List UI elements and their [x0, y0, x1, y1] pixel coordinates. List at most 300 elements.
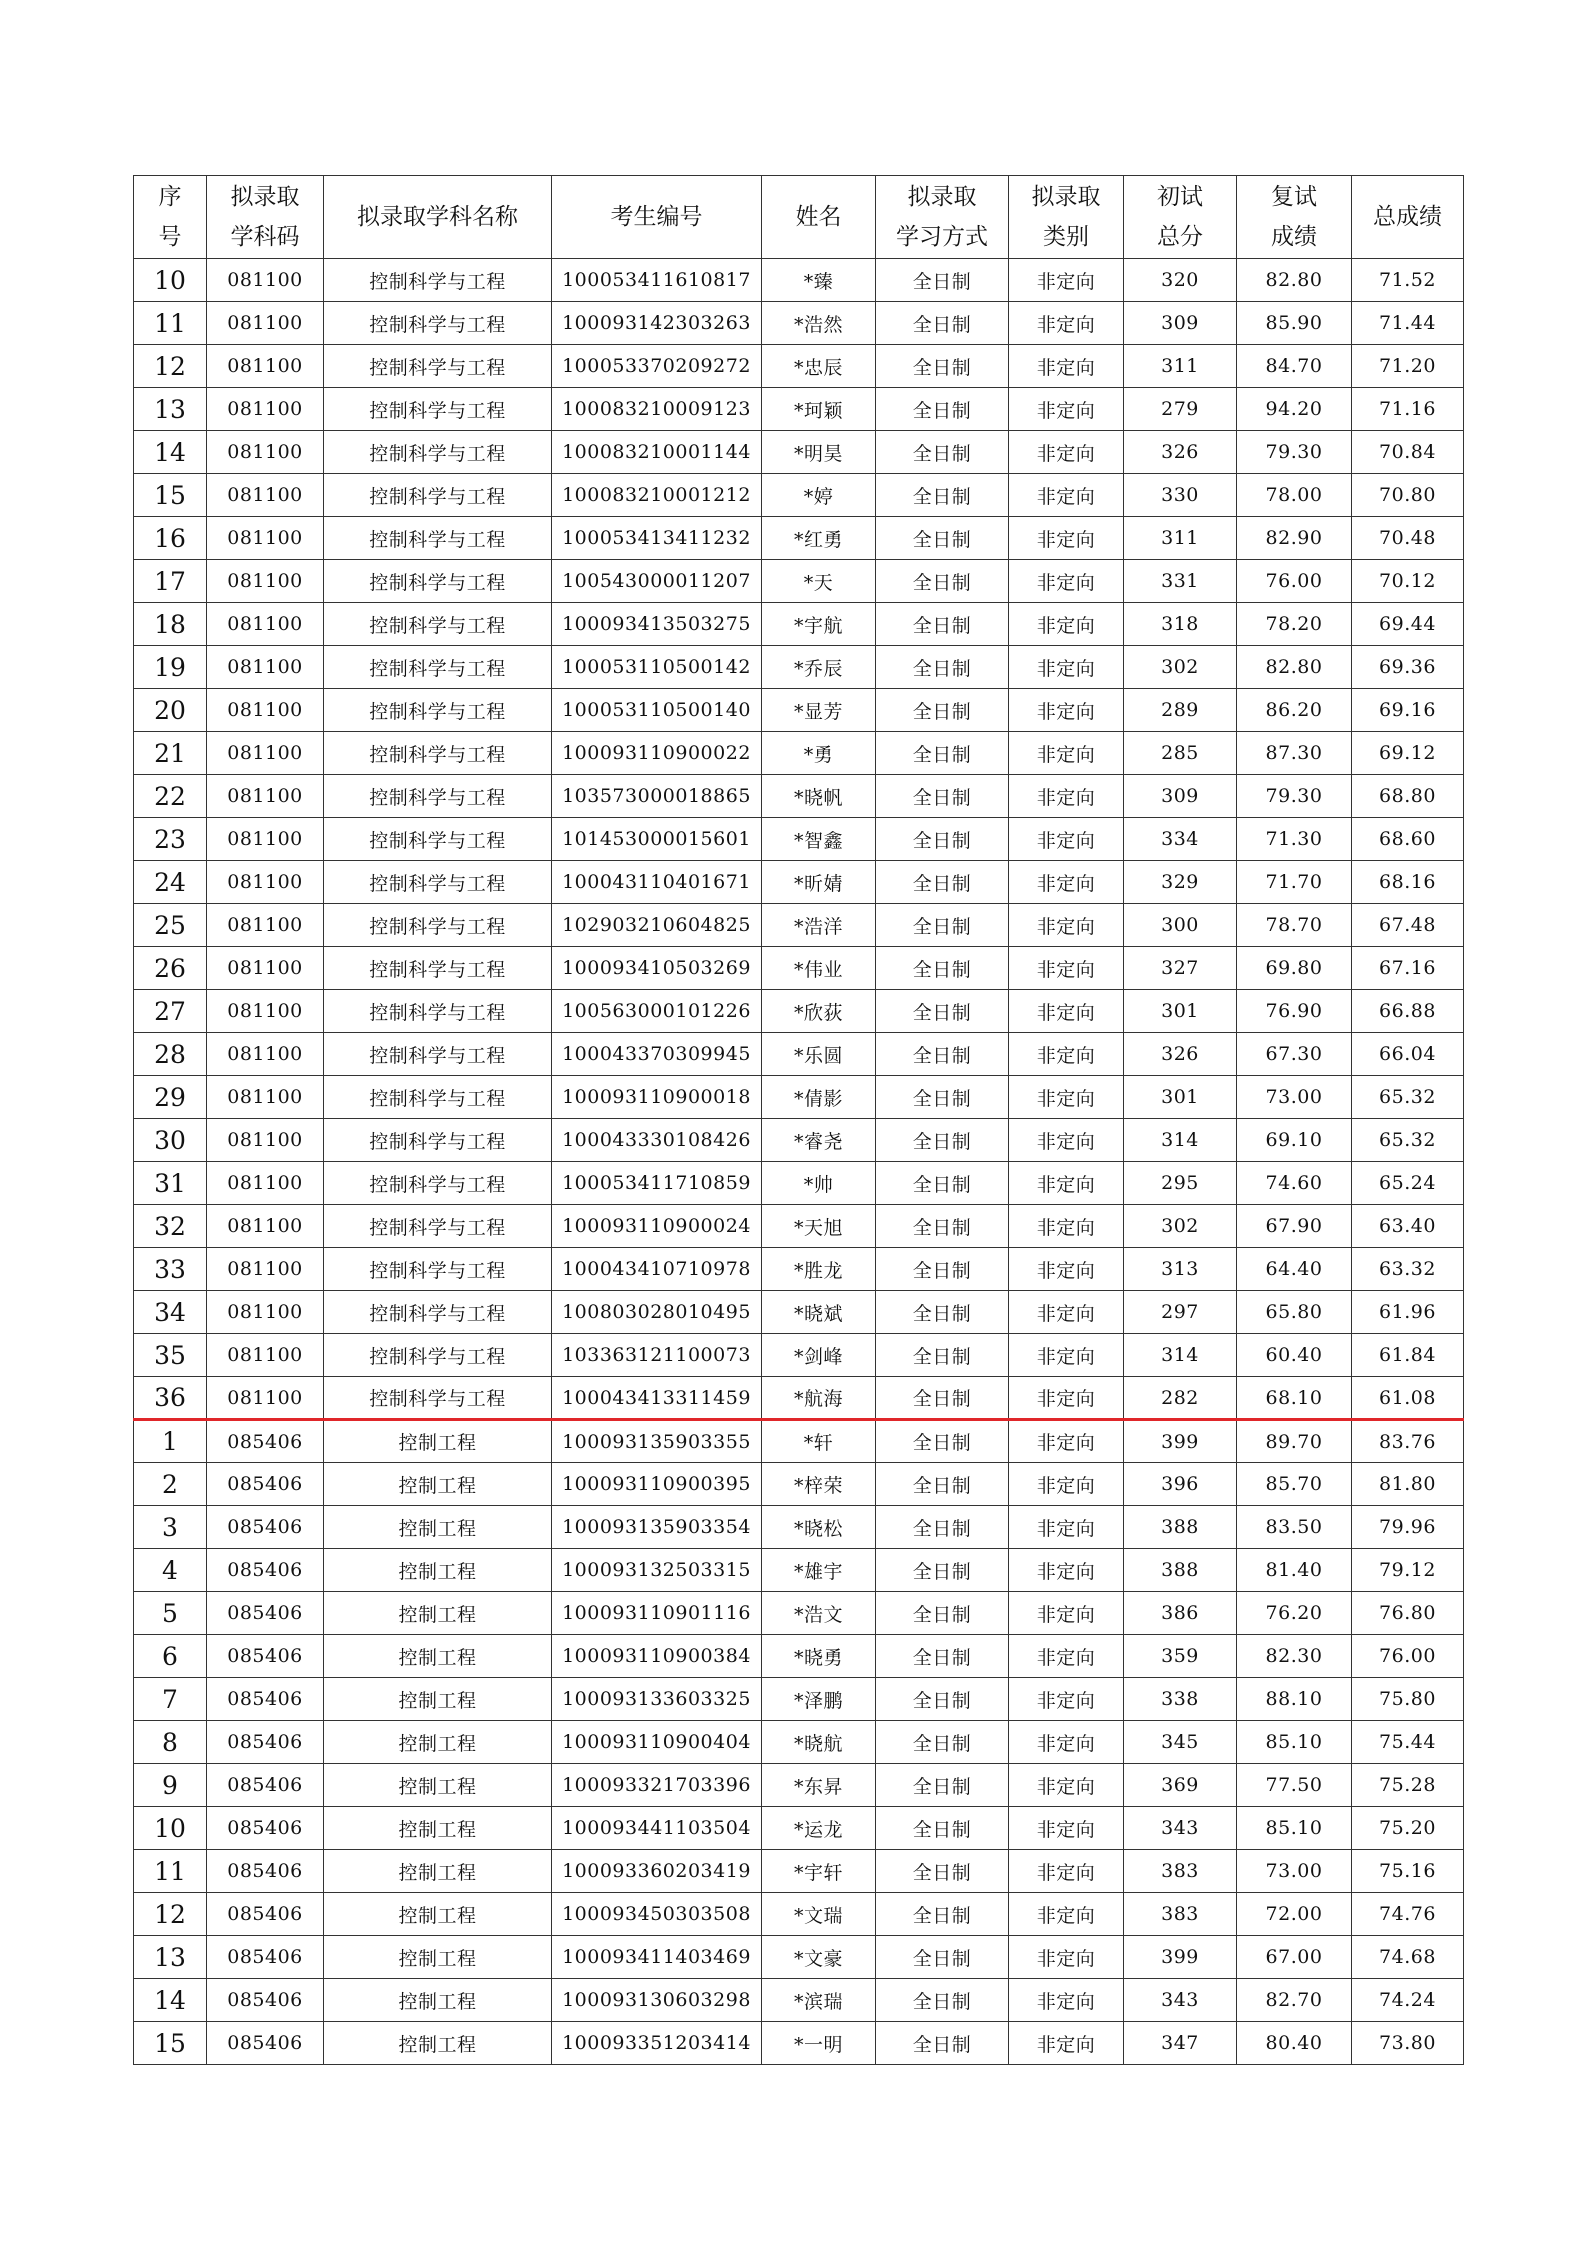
cell-seq: 28 — [134, 1033, 207, 1076]
cell-name: *昕婧 — [762, 861, 876, 904]
table-row — [134, 1936, 1464, 1979]
cell-seq: 23 — [134, 818, 207, 861]
cell-retest-score: 81.40 — [1237, 1549, 1352, 1592]
cell-study-mode: 全日制 — [876, 1420, 1009, 1463]
cell-study-mode: 全日制 — [876, 1205, 1009, 1248]
cell-total-score: 68.16 — [1352, 861, 1464, 904]
cell-category: 非定向 — [1009, 990, 1124, 1033]
cell-category: 非定向 — [1009, 1076, 1124, 1119]
cell-exam-id: 100083210001144 — [552, 431, 762, 474]
cell-total-score: 66.88 — [1352, 990, 1464, 1033]
cell-name: *显芳 — [762, 689, 876, 732]
cell-category: 非定向 — [1009, 474, 1124, 517]
cell-seq: 11 — [134, 1850, 207, 1893]
cell-name: *浩文 — [762, 1592, 876, 1635]
cell-category: 非定向 — [1009, 2022, 1124, 2065]
cell-subject-name: 控制科学与工程 — [324, 431, 552, 474]
cell-seq: 5 — [134, 1592, 207, 1635]
cell-subject-name: 控制科学与工程 — [324, 1334, 552, 1377]
table-row — [134, 1377, 1464, 1420]
cell-exam-id: 100093133603325 — [552, 1678, 762, 1721]
cell-study-mode: 全日制 — [876, 1549, 1009, 1592]
cell-retest-score: 72.00 — [1237, 1893, 1352, 1936]
cell-category: 非定向 — [1009, 1850, 1124, 1893]
cell-study-mode: 全日制 — [876, 689, 1009, 732]
cell-subject-code: 085406 — [207, 1721, 324, 1764]
cell-initial-score: 329 — [1124, 861, 1237, 904]
cell-exam-id: 100093135903354 — [552, 1506, 762, 1549]
cell-total-score: 68.60 — [1352, 818, 1464, 861]
cell-name: *文豪 — [762, 1936, 876, 1979]
cell-total-score: 69.36 — [1352, 646, 1464, 689]
cell-subject-code: 081100 — [207, 1334, 324, 1377]
cell-study-mode: 全日制 — [876, 603, 1009, 646]
cell-exam-id: 100563000101226 — [552, 990, 762, 1033]
cell-subject-name: 控制工程 — [324, 2022, 552, 2065]
cell-retest-score: 82.80 — [1237, 259, 1352, 302]
cell-initial-score: 311 — [1124, 517, 1237, 560]
cell-subject-name: 控制工程 — [324, 1807, 552, 1850]
cell-subject-code: 081100 — [207, 1033, 324, 1076]
cell-seq: 25 — [134, 904, 207, 947]
cell-retest-score: 67.00 — [1237, 1936, 1352, 1979]
cell-seq: 10 — [134, 1807, 207, 1850]
table-row — [134, 1248, 1464, 1291]
cell-name: *文瑞 — [762, 1893, 876, 1936]
cell-subject-name: 控制科学与工程 — [324, 1119, 552, 1162]
cell-subject-code: 081100 — [207, 818, 324, 861]
cell-subject-name: 控制科学与工程 — [324, 1162, 552, 1205]
cell-initial-score: 285 — [1124, 732, 1237, 775]
table-row — [134, 1635, 1464, 1678]
cell-retest-score: 89.70 — [1237, 1420, 1352, 1463]
cell-seq: 35 — [134, 1334, 207, 1377]
header-subject-name: 拟录取学科名称 — [324, 176, 552, 259]
cell-subject-code: 081100 — [207, 1205, 324, 1248]
cell-category: 非定向 — [1009, 1678, 1124, 1721]
table-row — [134, 818, 1464, 861]
cell-exam-id: 100093410503269 — [552, 947, 762, 990]
cell-seq: 21 — [134, 732, 207, 775]
cell-study-mode: 全日制 — [876, 1721, 1009, 1764]
cell-seq: 13 — [134, 388, 207, 431]
cell-study-mode: 全日制 — [876, 2022, 1009, 2065]
cell-category: 非定向 — [1009, 818, 1124, 861]
table-row — [134, 1463, 1464, 1506]
cell-initial-score: 383 — [1124, 1893, 1237, 1936]
cell-subject-code: 081100 — [207, 603, 324, 646]
table-row — [134, 1076, 1464, 1119]
cell-subject-name: 控制工程 — [324, 1549, 552, 1592]
cell-total-score: 66.04 — [1352, 1033, 1464, 1076]
cell-retest-score: 82.90 — [1237, 517, 1352, 560]
cell-name: *伟业 — [762, 947, 876, 990]
header-subject-code: 拟录取 学科码 — [207, 176, 324, 259]
cell-name: *宇航 — [762, 603, 876, 646]
table-row — [134, 474, 1464, 517]
cell-category: 非定向 — [1009, 259, 1124, 302]
table-row — [134, 1850, 1464, 1893]
cell-exam-id: 100093110900022 — [552, 732, 762, 775]
table-row — [134, 1334, 1464, 1377]
cell-retest-score: 78.00 — [1237, 474, 1352, 517]
cell-name: *天旭 — [762, 1205, 876, 1248]
cell-subject-code: 085406 — [207, 1420, 324, 1463]
header-retest-score: 复试 成绩 — [1237, 176, 1352, 259]
cell-seq: 19 — [134, 646, 207, 689]
cell-study-mode: 全日制 — [876, 560, 1009, 603]
cell-seq: 27 — [134, 990, 207, 1033]
cell-retest-score: 78.70 — [1237, 904, 1352, 947]
cell-total-score: 70.48 — [1352, 517, 1464, 560]
table-row — [134, 990, 1464, 1033]
cell-total-score: 79.96 — [1352, 1506, 1464, 1549]
cell-exam-id: 103363121100073 — [552, 1334, 762, 1377]
cell-initial-score: 301 — [1124, 1076, 1237, 1119]
cell-exam-id: 100093360203419 — [552, 1850, 762, 1893]
cell-retest-score: 87.30 — [1237, 732, 1352, 775]
cell-name: *泽鹏 — [762, 1678, 876, 1721]
cell-retest-score: 69.10 — [1237, 1119, 1352, 1162]
cell-subject-name: 控制科学与工程 — [324, 818, 552, 861]
cell-name: *东昇 — [762, 1764, 876, 1807]
table-row — [134, 1205, 1464, 1248]
cell-seq: 14 — [134, 431, 207, 474]
cell-seq: 30 — [134, 1119, 207, 1162]
cell-initial-score: 314 — [1124, 1334, 1237, 1377]
cell-subject-name: 控制科学与工程 — [324, 259, 552, 302]
cell-name: *智鑫 — [762, 818, 876, 861]
table-row — [134, 861, 1464, 904]
cell-category: 非定向 — [1009, 1807, 1124, 1850]
cell-subject-name: 控制科学与工程 — [324, 775, 552, 818]
cell-category: 非定向 — [1009, 1291, 1124, 1334]
cell-initial-score: 347 — [1124, 2022, 1237, 2065]
cell-subject-name: 控制工程 — [324, 1635, 552, 1678]
cell-subject-name: 控制科学与工程 — [324, 1205, 552, 1248]
cell-category: 非定向 — [1009, 1248, 1124, 1291]
cell-study-mode: 全日制 — [876, 861, 1009, 904]
cell-seq: 32 — [134, 1205, 207, 1248]
table-row — [134, 1678, 1464, 1721]
admission-table — [133, 175, 1464, 2065]
cell-study-mode: 全日制 — [876, 1678, 1009, 1721]
cell-name: *欣荻 — [762, 990, 876, 1033]
cell-exam-id: 100053110500140 — [552, 689, 762, 732]
cell-exam-id: 100093110900395 — [552, 1463, 762, 1506]
cell-study-mode: 全日制 — [876, 990, 1009, 1033]
cell-subject-name: 控制工程 — [324, 1850, 552, 1893]
cell-subject-code: 081100 — [207, 431, 324, 474]
header-category: 拟录取 类别 — [1009, 176, 1124, 259]
cell-retest-score: 84.70 — [1237, 345, 1352, 388]
cell-exam-id: 101453000015601 — [552, 818, 762, 861]
cell-seq: 11 — [134, 302, 207, 345]
header-study-mode: 拟录取 学习方式 — [876, 176, 1009, 259]
cell-category: 非定向 — [1009, 1162, 1124, 1205]
cell-subject-code: 085406 — [207, 1850, 324, 1893]
cell-name: *滨瑞 — [762, 1979, 876, 2022]
cell-total-score: 67.16 — [1352, 947, 1464, 990]
cell-category: 非定向 — [1009, 1893, 1124, 1936]
cell-subject-name: 控制科学与工程 — [324, 990, 552, 1033]
cell-category: 非定向 — [1009, 345, 1124, 388]
cell-total-score: 74.76 — [1352, 1893, 1464, 1936]
cell-subject-name: 控制科学与工程 — [324, 603, 552, 646]
table-row — [134, 1420, 1464, 1463]
cell-exam-id: 100093130603298 — [552, 1979, 762, 2022]
cell-name: *雄宇 — [762, 1549, 876, 1592]
table-row — [134, 689, 1464, 732]
cell-total-score: 74.68 — [1352, 1936, 1464, 1979]
cell-retest-score: 65.80 — [1237, 1291, 1352, 1334]
cell-total-score: 70.80 — [1352, 474, 1464, 517]
cell-total-score: 74.24 — [1352, 1979, 1464, 2022]
cell-study-mode: 全日制 — [876, 1979, 1009, 2022]
cell-seq: 12 — [134, 345, 207, 388]
cell-name: *睿尧 — [762, 1119, 876, 1162]
cell-subject-code: 081100 — [207, 345, 324, 388]
cell-initial-score: 326 — [1124, 431, 1237, 474]
cell-initial-score: 318 — [1124, 603, 1237, 646]
cell-retest-score: 76.20 — [1237, 1592, 1352, 1635]
table-row — [134, 1549, 1464, 1592]
cell-initial-score: 399 — [1124, 1420, 1237, 1463]
cell-subject-name: 控制科学与工程 — [324, 861, 552, 904]
cell-category: 非定向 — [1009, 1205, 1124, 1248]
cell-exam-id: 100093441103504 — [552, 1807, 762, 1850]
cell-total-score: 76.80 — [1352, 1592, 1464, 1635]
cell-subject-code: 081100 — [207, 259, 324, 302]
cell-study-mode: 全日制 — [876, 1936, 1009, 1979]
cell-name: *忠辰 — [762, 345, 876, 388]
cell-category: 非定向 — [1009, 1936, 1124, 1979]
cell-seq: 26 — [134, 947, 207, 990]
cell-subject-code: 081100 — [207, 1377, 324, 1420]
cell-subject-code: 081100 — [207, 1162, 324, 1205]
cell-name: *运龙 — [762, 1807, 876, 1850]
cell-initial-score: 369 — [1124, 1764, 1237, 1807]
cell-exam-id: 100043370309945 — [552, 1033, 762, 1076]
cell-seq: 8 — [134, 1721, 207, 1764]
cell-seq: 6 — [134, 1635, 207, 1678]
cell-retest-score: 88.10 — [1237, 1678, 1352, 1721]
cell-total-score: 83.76 — [1352, 1420, 1464, 1463]
cell-seq: 15 — [134, 2022, 207, 2065]
cell-subject-name: 控制科学与工程 — [324, 517, 552, 560]
table-row — [134, 1979, 1464, 2022]
cell-subject-name: 控制科学与工程 — [324, 388, 552, 431]
cell-subject-code: 081100 — [207, 474, 324, 517]
cell-initial-score: 309 — [1124, 302, 1237, 345]
cell-retest-score: 83.50 — [1237, 1506, 1352, 1549]
cell-seq: 22 — [134, 775, 207, 818]
cell-total-score: 71.52 — [1352, 259, 1464, 302]
cell-initial-score: 327 — [1124, 947, 1237, 990]
table-row — [134, 775, 1464, 818]
cell-subject-code: 081100 — [207, 560, 324, 603]
cell-total-score: 71.16 — [1352, 388, 1464, 431]
cell-subject-name: 控制科学与工程 — [324, 345, 552, 388]
table-body — [134, 259, 1464, 2065]
cell-subject-name: 控制科学与工程 — [324, 1076, 552, 1119]
cell-subject-name: 控制工程 — [324, 1893, 552, 1936]
cell-category: 非定向 — [1009, 431, 1124, 474]
table-row — [134, 1721, 1464, 1764]
cell-name: *剑峰 — [762, 1334, 876, 1377]
table-row — [134, 1807, 1464, 1850]
cell-category: 非定向 — [1009, 1506, 1124, 1549]
cell-retest-score: 85.10 — [1237, 1807, 1352, 1850]
cell-retest-score: 82.80 — [1237, 646, 1352, 689]
cell-category: 非定向 — [1009, 1721, 1124, 1764]
cell-name: *浩然 — [762, 302, 876, 345]
cell-seq: 34 — [134, 1291, 207, 1334]
cell-retest-score: 69.80 — [1237, 947, 1352, 990]
cell-total-score: 65.32 — [1352, 1119, 1464, 1162]
table-row — [134, 1291, 1464, 1334]
cell-total-score: 67.48 — [1352, 904, 1464, 947]
cell-initial-score: 388 — [1124, 1506, 1237, 1549]
cell-seq: 24 — [134, 861, 207, 904]
cell-exam-id: 100093411403469 — [552, 1936, 762, 1979]
cell-name: *晓斌 — [762, 1291, 876, 1334]
cell-exam-id: 100043330108426 — [552, 1119, 762, 1162]
cell-name: *航海 — [762, 1377, 876, 1420]
cell-seq: 13 — [134, 1936, 207, 1979]
cell-name: *乐圆 — [762, 1033, 876, 1076]
cell-exam-id: 100093142303263 — [552, 302, 762, 345]
table-row — [134, 302, 1464, 345]
cell-subject-name: 控制科学与工程 — [324, 1377, 552, 1420]
cell-initial-score: 302 — [1124, 646, 1237, 689]
cell-subject-name: 控制工程 — [324, 1420, 552, 1463]
cell-study-mode: 全日制 — [876, 1248, 1009, 1291]
cell-seq: 1 — [134, 1420, 207, 1463]
cell-study-mode: 全日制 — [876, 1033, 1009, 1076]
cell-study-mode: 全日制 — [876, 1592, 1009, 1635]
cell-subject-code: 085406 — [207, 1635, 324, 1678]
cell-retest-score: 74.60 — [1237, 1162, 1352, 1205]
cell-study-mode: 全日制 — [876, 1635, 1009, 1678]
cell-initial-score: 388 — [1124, 1549, 1237, 1592]
cell-exam-id: 100093110900024 — [552, 1205, 762, 1248]
header-exam-id: 考生编号 — [552, 176, 762, 259]
cell-seq: 15 — [134, 474, 207, 517]
cell-initial-score: 282 — [1124, 1377, 1237, 1420]
cell-retest-score: 80.40 — [1237, 2022, 1352, 2065]
table-row — [134, 646, 1464, 689]
cell-retest-score: 71.70 — [1237, 861, 1352, 904]
cell-name: *轩 — [762, 1420, 876, 1463]
cell-category: 非定向 — [1009, 1549, 1124, 1592]
cell-subject-code: 081100 — [207, 990, 324, 1033]
cell-retest-score: 60.40 — [1237, 1334, 1352, 1377]
cell-retest-score: 73.00 — [1237, 1076, 1352, 1119]
cell-name: *浩洋 — [762, 904, 876, 947]
cell-subject-code: 085406 — [207, 1807, 324, 1850]
cell-study-mode: 全日制 — [876, 1807, 1009, 1850]
table-row — [134, 1119, 1464, 1162]
cell-category: 非定向 — [1009, 1592, 1124, 1635]
cell-initial-score: 359 — [1124, 1635, 1237, 1678]
cell-initial-score: 343 — [1124, 1807, 1237, 1850]
cell-retest-score: 85.90 — [1237, 302, 1352, 345]
cell-exam-id: 100093132503315 — [552, 1549, 762, 1592]
cell-initial-score: 399 — [1124, 1936, 1237, 1979]
cell-retest-score: 67.30 — [1237, 1033, 1352, 1076]
cell-category: 非定向 — [1009, 1979, 1124, 2022]
cell-category: 非定向 — [1009, 517, 1124, 560]
table-row — [134, 388, 1464, 431]
cell-total-score: 75.28 — [1352, 1764, 1464, 1807]
cell-total-score: 70.84 — [1352, 431, 1464, 474]
cell-initial-score: 343 — [1124, 1979, 1237, 2022]
cell-exam-id: 100093413503275 — [552, 603, 762, 646]
cell-study-mode: 全日制 — [876, 517, 1009, 560]
table-row — [134, 1033, 1464, 1076]
cell-category: 非定向 — [1009, 1119, 1124, 1162]
cell-initial-score: 309 — [1124, 775, 1237, 818]
cell-category: 非定向 — [1009, 1334, 1124, 1377]
table-row — [134, 904, 1464, 947]
cell-total-score: 75.44 — [1352, 1721, 1464, 1764]
cell-study-mode: 全日制 — [876, 388, 1009, 431]
cell-subject-name: 控制科学与工程 — [324, 302, 552, 345]
cell-retest-score: 68.10 — [1237, 1377, 1352, 1420]
cell-total-score: 63.40 — [1352, 1205, 1464, 1248]
cell-retest-score: 86.20 — [1237, 689, 1352, 732]
cell-total-score: 81.80 — [1352, 1463, 1464, 1506]
cell-retest-score: 85.70 — [1237, 1463, 1352, 1506]
cell-subject-code: 085406 — [207, 1678, 324, 1721]
header-name: 姓名 — [762, 176, 876, 259]
cell-seq: 29 — [134, 1076, 207, 1119]
cell-study-mode: 全日制 — [876, 1377, 1009, 1420]
cell-subject-code: 081100 — [207, 517, 324, 560]
cell-subject-name: 控制工程 — [324, 1592, 552, 1635]
cell-total-score: 61.08 — [1352, 1377, 1464, 1420]
cell-initial-score: 314 — [1124, 1119, 1237, 1162]
cell-name: *晓松 — [762, 1506, 876, 1549]
cell-subject-code: 085406 — [207, 1506, 324, 1549]
cell-category: 非定向 — [1009, 732, 1124, 775]
cell-seq: 9 — [134, 1764, 207, 1807]
cell-name: *明昊 — [762, 431, 876, 474]
cell-subject-name: 控制科学与工程 — [324, 1291, 552, 1334]
cell-exam-id: 100043110401671 — [552, 861, 762, 904]
header-initial-score: 初试 总分 — [1124, 176, 1237, 259]
cell-study-mode: 全日制 — [876, 1162, 1009, 1205]
cell-category: 非定向 — [1009, 1377, 1124, 1420]
cell-study-mode: 全日制 — [876, 259, 1009, 302]
cell-subject-name: 控制工程 — [324, 1678, 552, 1721]
cell-study-mode: 全日制 — [876, 1076, 1009, 1119]
cell-exam-id: 100053411610817 — [552, 259, 762, 302]
cell-total-score: 75.16 — [1352, 1850, 1464, 1893]
cell-total-score: 61.84 — [1352, 1334, 1464, 1377]
cell-exam-id: 100083210001212 — [552, 474, 762, 517]
cell-retest-score: 94.20 — [1237, 388, 1352, 431]
cell-study-mode: 全日制 — [876, 1334, 1009, 1377]
cell-subject-name: 控制科学与工程 — [324, 1033, 552, 1076]
cell-initial-score: 383 — [1124, 1850, 1237, 1893]
cell-study-mode: 全日制 — [876, 904, 1009, 947]
cell-subject-name: 控制科学与工程 — [324, 646, 552, 689]
cell-initial-score: 302 — [1124, 1205, 1237, 1248]
cell-category: 非定向 — [1009, 947, 1124, 990]
cell-retest-score: 82.30 — [1237, 1635, 1352, 1678]
